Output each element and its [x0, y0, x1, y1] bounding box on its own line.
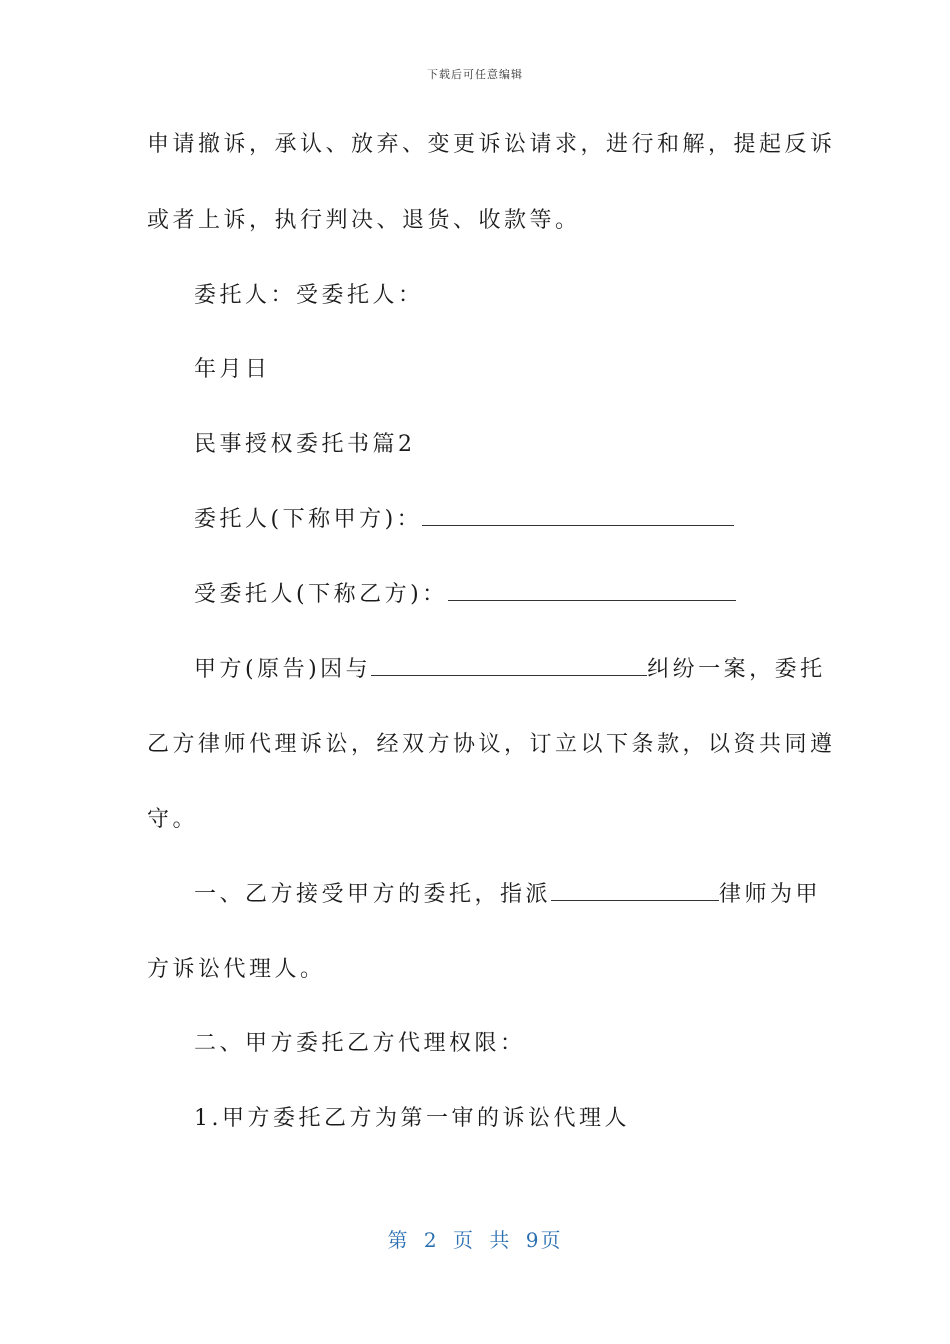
signature-line: 委托人：受委托人： [194, 283, 424, 308]
clause-two-item: 1.甲方委托乙方为第一审的诉讼代理人 [194, 1106, 630, 1131]
footer-middle: 页 [453, 1228, 475, 1252]
footer-total-prefix: 共 [489, 1228, 512, 1252]
footer-current-page: 2 [423, 1228, 439, 1252]
footer-total-pages: 9页 [525, 1228, 563, 1252]
clause-one-line [194, 880, 821, 910]
paragraph-line: 方诉讼代理人。 [147, 957, 326, 982]
party-a-blank [422, 507, 734, 526]
paragraph-line [194, 655, 826, 685]
case-text-before: 甲方(原告)因与 [194, 657, 372, 682]
party-a-label: 委托人(下称甲方)： [194, 507, 423, 532]
lawyer-name-blank [551, 882, 719, 901]
paragraph-line: 守。 [147, 807, 199, 832]
section-title: 民事授权委托书篇2 [194, 432, 416, 457]
case-party-blank [371, 657, 647, 676]
party-b-blank [448, 582, 736, 601]
paragraph-line: 申请撤诉，承认、放弃、变更诉讼请求，进行和解，提起反诉 [147, 132, 836, 157]
page-footer [0, 1224, 950, 1253]
clause-two-title: 二、甲方委托乙方代理权限： [194, 1031, 526, 1056]
party-b-label: 受委托人(下称乙方)： [194, 582, 448, 607]
case-text-after: 纠纷一案，委托 [647, 657, 826, 682]
party-a-line [194, 505, 734, 535]
header-note: 下载后可任意编辑 [427, 68, 523, 81]
clause-one-text-after: 律师为甲 [719, 882, 822, 907]
clause-one-text-before: 一、乙方接受甲方的委托，指派 [194, 882, 552, 907]
date-line: 年月日 [194, 357, 271, 382]
paragraph-line: 乙方律师代理诉讼，经双方协议，订立以下条款，以资共同遵 [147, 732, 836, 757]
footer-prefix: 第 [387, 1228, 410, 1252]
party-b-line [194, 580, 736, 610]
paragraph-line: 或者上诉，执行判决、退货、收款等。 [147, 208, 581, 233]
